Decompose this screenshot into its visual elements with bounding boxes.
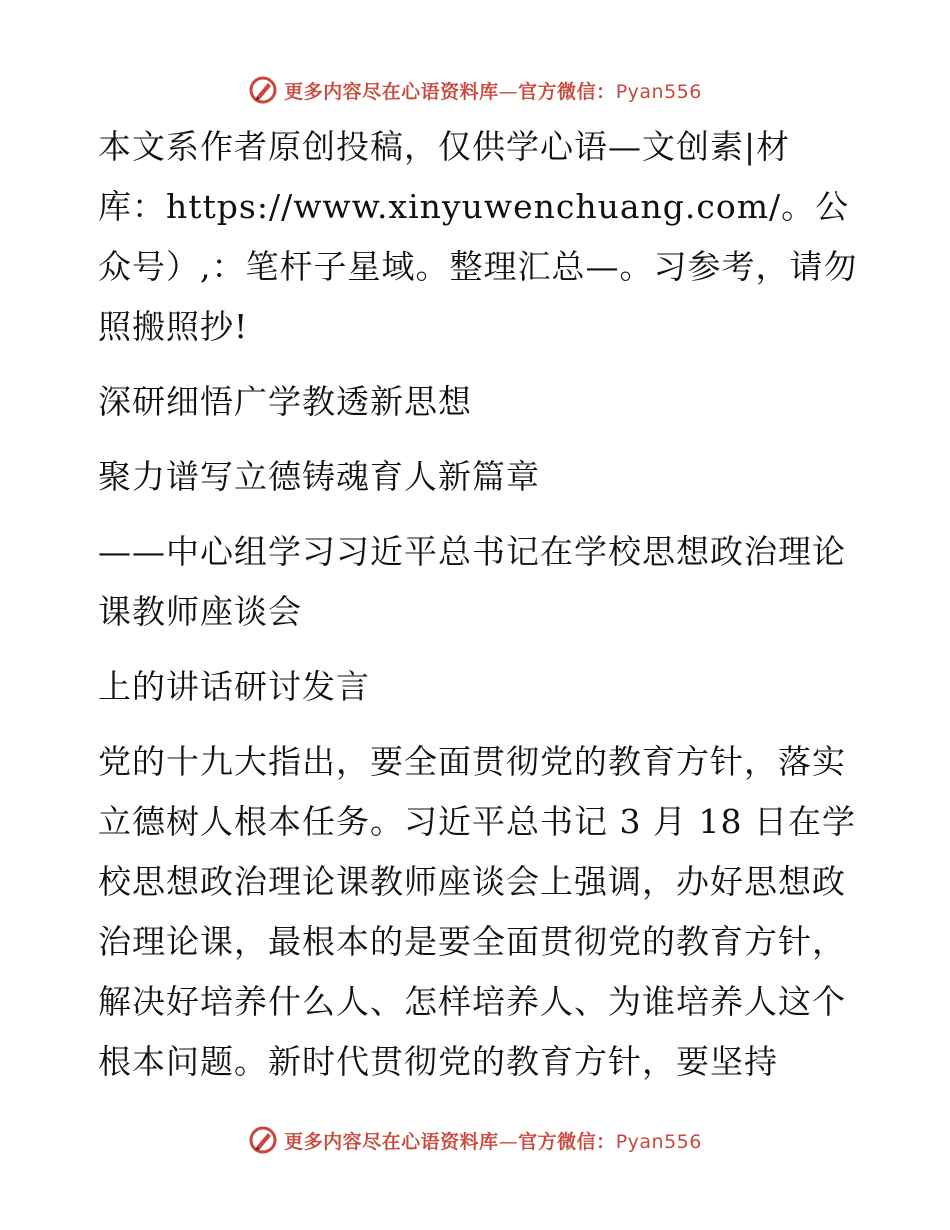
document-subtitle: ——中心组学习习近平总书记在学校思想政治理论课教师座谈会 (98, 532, 846, 631)
document-title-line-2: 聚力谱写立德铸魂育人新篇章 (98, 457, 540, 496)
pen-logo-icon (248, 75, 278, 105)
watermark-banner-bottom (0, 1120, 950, 1160)
watermark-text: 更多内容尽在心语资料库—官方微信：Pyan556 (284, 80, 702, 103)
watermark-text: 更多内容尽在心语资料库—官方微信：Pyan556 (284, 1130, 702, 1153)
body-paragraph: 党的十九大指出，要全面贯彻党的教育方针，落实立德树人根本任务。习近平总书记 3 月 18 日在学校思想政治理论课教师座谈会上强调，办好思想政治理论课，最根本的是要全面贯彻党的教育方针，解决好培养什么人、怎样培养人、为谁培养人这个根本问题。新时代贯彻党的教育方针，要坚持 (98, 742, 856, 1081)
pen-logo-icon (248, 1125, 278, 1155)
intro-paragraph: 本文系作者原创投稿，仅供学心语—文创素|材库：https://www.xinyuwenchuang.com/。公众号）,：笔杆子星域。整理汇总—。习参考，请勿照搬照抄! (98, 127, 858, 346)
document-subtitle-continued: 上的讲话研讨发言 (98, 667, 370, 706)
document-title-line-1: 深研细悟广学教透新思想 (98, 382, 472, 421)
watermark-banner-top (0, 70, 950, 110)
document-body (98, 117, 858, 1092)
